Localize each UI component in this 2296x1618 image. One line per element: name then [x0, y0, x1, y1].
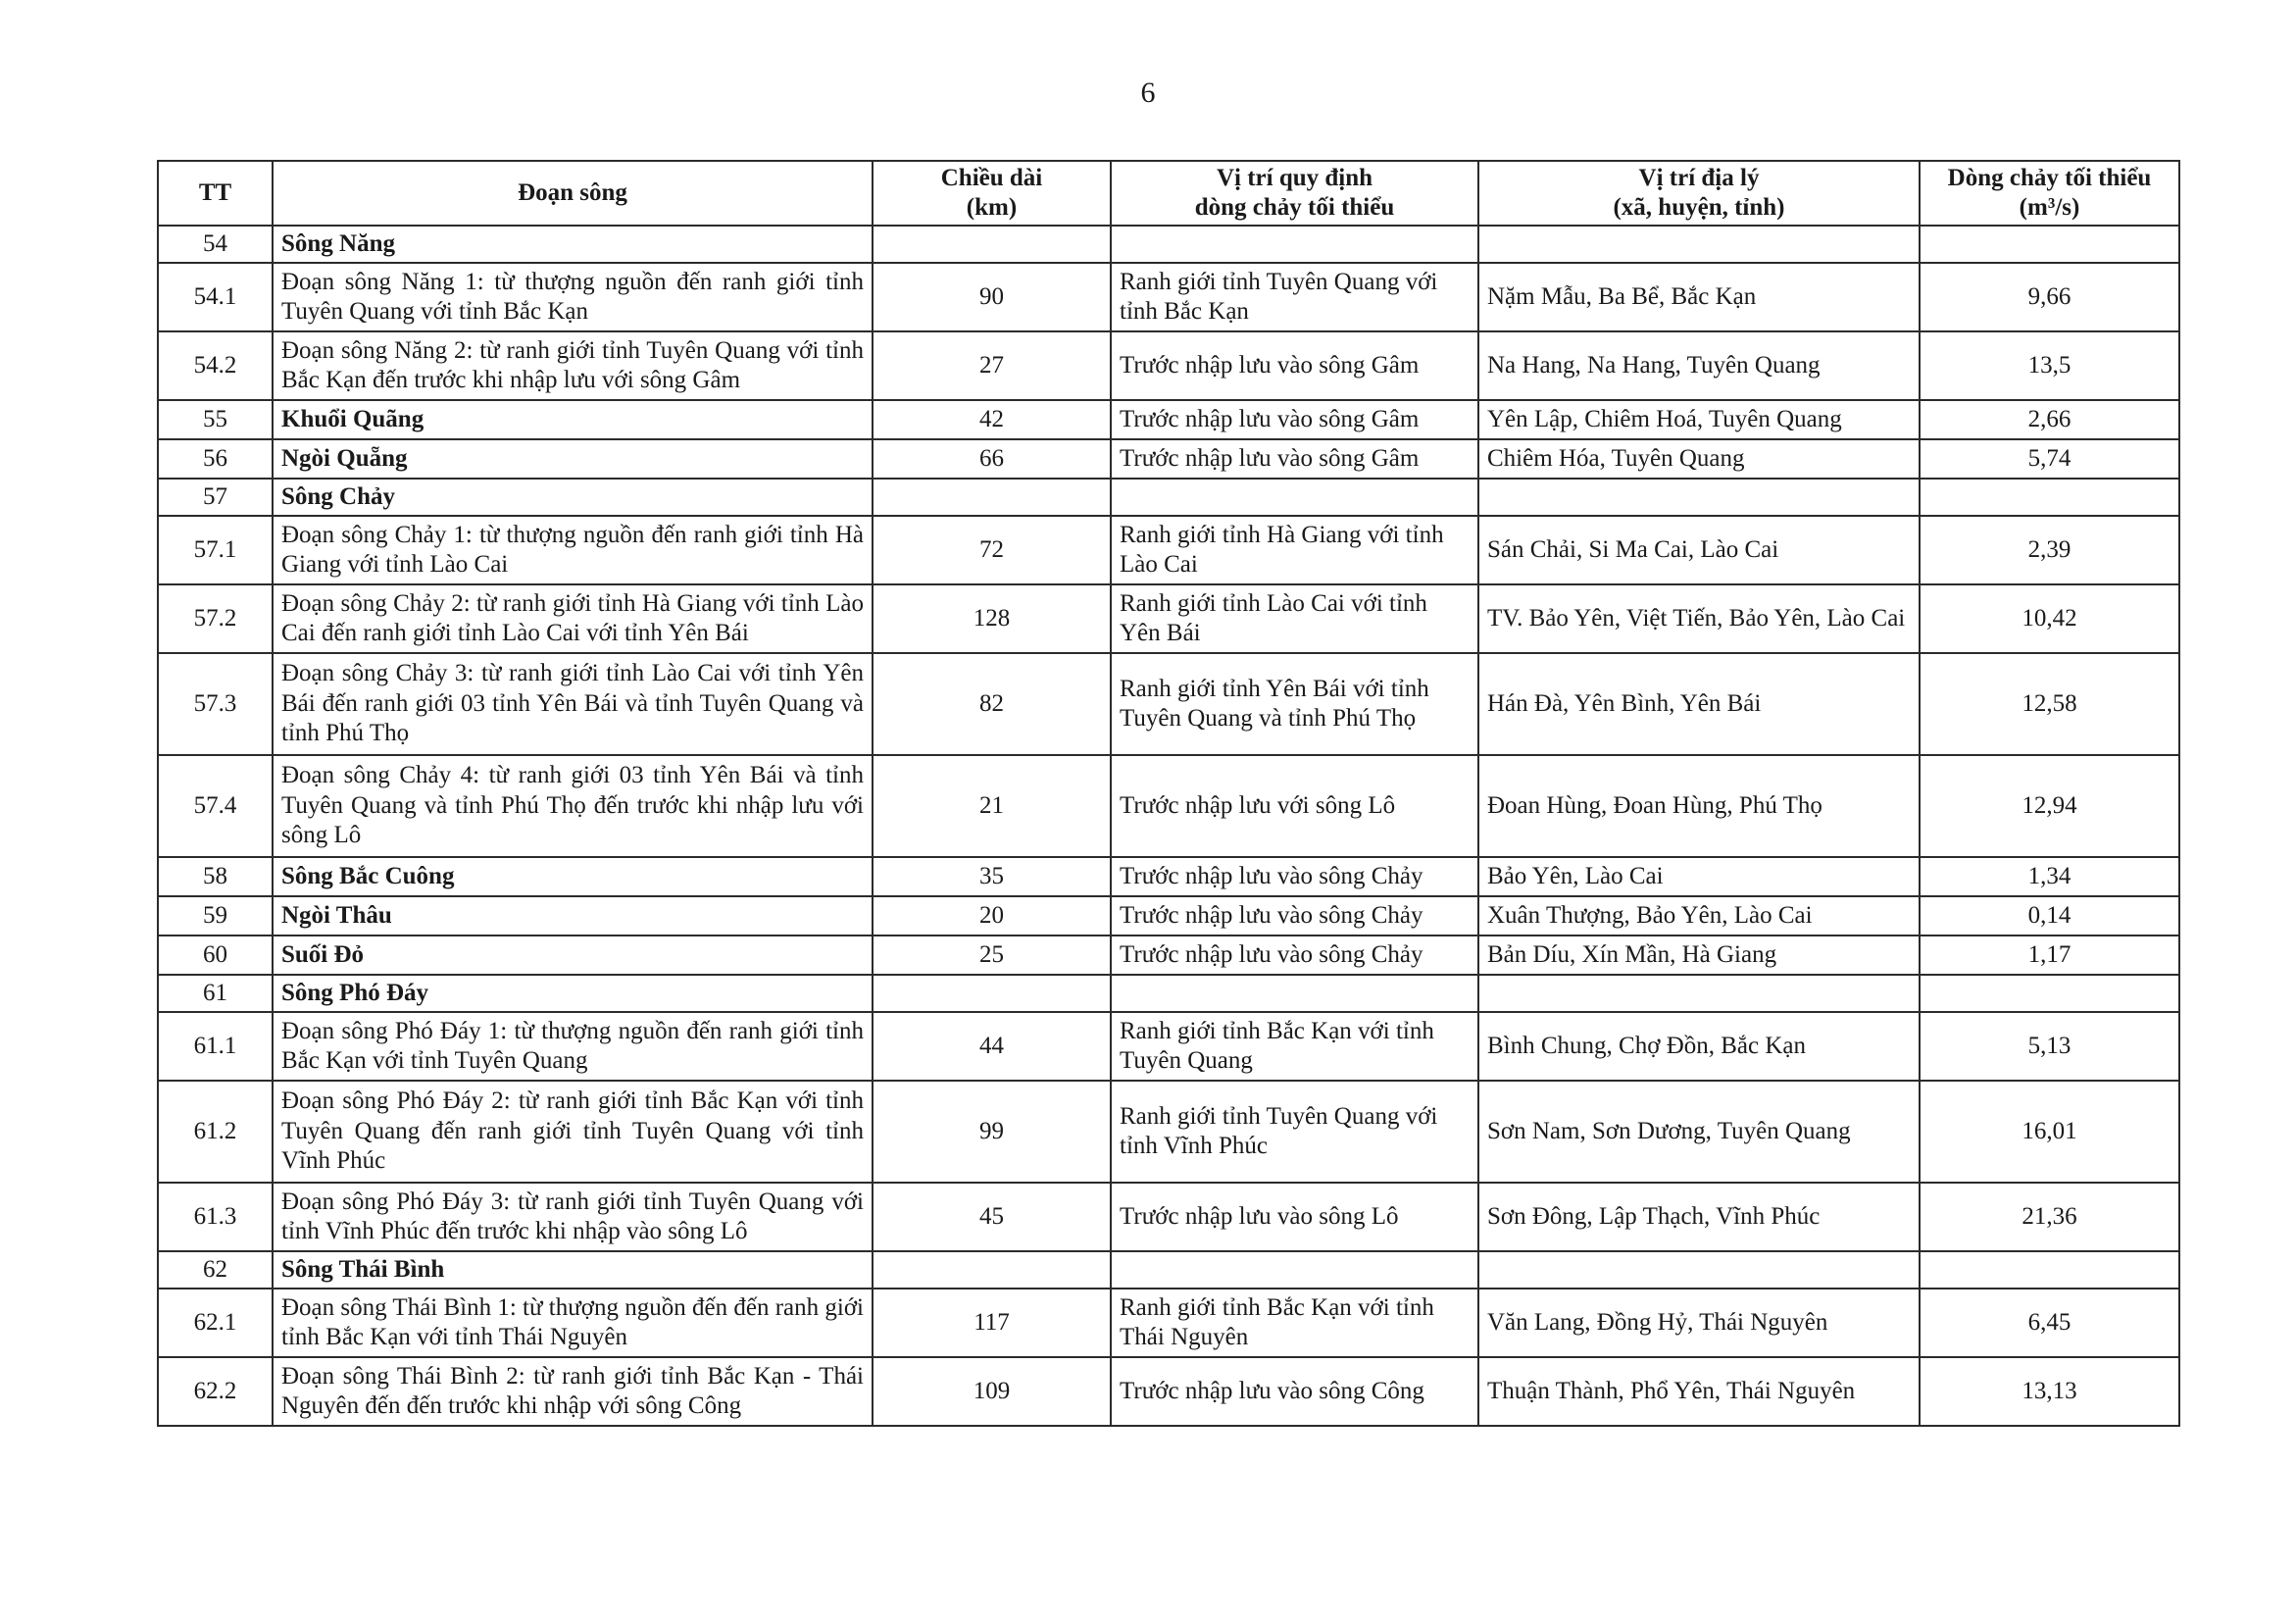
table-row [158, 935, 2179, 975]
cell-segment: Sông Chảy [273, 479, 873, 516]
cell-position [1111, 1251, 1478, 1289]
cell-length: 20 [873, 896, 1111, 935]
cell-length: 72 [873, 516, 1111, 584]
cell-position: Trước nhập lưu vào sông Chảy [1111, 857, 1478, 896]
cell-geo: Văn Lang, Đồng Hỷ, Thái Nguyên [1478, 1289, 1920, 1357]
table-row [158, 1289, 2179, 1357]
cell-geo: Xuân Thượng, Bảo Yên, Lào Cai [1478, 896, 1920, 935]
cell-geo: Nặm Mẫu, Ba Bể, Bắc Kạn [1478, 263, 1920, 331]
cell-tt: 62.2 [158, 1357, 273, 1426]
cell-length: 27 [873, 331, 1111, 400]
cell-position: Trước nhập lưu vào sông Chảy [1111, 935, 1478, 975]
table-row [158, 1357, 2179, 1426]
cell-flow: 2,39 [1920, 516, 2179, 584]
cell-segment: Đoạn sông Phó Đáy 3: từ ranh giới tỉnh Tuyên Quang với tỉnh Vĩnh Phúc đến trước khi nhập vào sông Lô [273, 1183, 873, 1251]
cell-length: 35 [873, 857, 1111, 896]
table-row [158, 584, 2179, 653]
cell-geo: Thuận Thành, Phổ Yên, Thái Nguyên [1478, 1357, 1920, 1426]
cell-tt: 58 [158, 857, 273, 896]
table-row [158, 479, 2179, 516]
cell-tt: 60 [158, 935, 273, 975]
cell-flow: 13,13 [1920, 1357, 2179, 1426]
cell-length: 99 [873, 1081, 1111, 1183]
cell-segment: Đoạn sông Chảy 2: từ ranh giới tỉnh Hà Giang với tỉnh Lào Cai đến ranh giới tỉnh Lào Cai với tỉnh Yên Bái [273, 584, 873, 653]
cell-flow: 9,66 [1920, 263, 2179, 331]
cell-segment: Sông Thái Bình [273, 1251, 873, 1289]
cell-tt: 61.2 [158, 1081, 273, 1183]
cell-segment: Đoạn sông Năng 1: từ thượng nguồn đến ranh giới tỉnh Tuyên Quang với tỉnh Bắc Kạn [273, 263, 873, 331]
cell-length: 117 [873, 1289, 1111, 1357]
minimum-flow-table [157, 160, 2180, 1427]
header-segment: Đoạn sông [273, 161, 873, 226]
cell-tt: 55 [158, 400, 273, 439]
table-row [158, 1081, 2179, 1183]
cell-flow: 2,66 [1920, 400, 2179, 439]
cell-tt: 59 [158, 896, 273, 935]
cell-position: Ranh giới tỉnh Tuyên Quang với tỉnh Bắc Kạn [1111, 263, 1478, 331]
cell-length [873, 479, 1111, 516]
cell-position [1111, 479, 1478, 516]
cell-length [873, 226, 1111, 263]
cell-geo: Yên Lập, Chiêm Hoá, Tuyên Quang [1478, 400, 1920, 439]
table-header-row [158, 161, 2179, 226]
table-row [158, 653, 2179, 755]
cell-flow: 21,36 [1920, 1183, 2179, 1251]
cell-tt: 57 [158, 479, 273, 516]
table-row [158, 516, 2179, 584]
cell-length [873, 975, 1111, 1012]
cell-length: 25 [873, 935, 1111, 975]
cell-geo: TV. Bảo Yên, Việt Tiến, Bảo Yên, Lào Cai [1478, 584, 1920, 653]
cell-tt: 57.4 [158, 755, 273, 857]
cell-position: Trước nhập lưu vào sông Gâm [1111, 331, 1478, 400]
cell-segment: Đoạn sông Phó Đáy 2: từ ranh giới tỉnh Bắc Kạn với tỉnh Tuyên Quang đến ranh giới tỉnh Tuyên Quang với tỉnh Vĩnh Phúc [273, 1081, 873, 1183]
cell-position: Trước nhập lưu với sông Lô [1111, 755, 1478, 857]
table-row [158, 263, 2179, 331]
table-row [158, 1251, 2179, 1289]
cell-geo: Hán Đà, Yên Bình, Yên Bái [1478, 653, 1920, 755]
cell-position: Ranh giới tỉnh Bắc Kạn với tỉnh Tuyên Quang [1111, 1012, 1478, 1081]
cell-flow: 12,58 [1920, 653, 2179, 755]
cell-segment: Đoạn sông Chảy 4: từ ranh giới 03 tỉnh Yên Bái và tỉnh Tuyên Quang và tỉnh Phú Thọ đến trước khi nhập lưu với sông Lô [273, 755, 873, 857]
table-row [158, 400, 2179, 439]
cell-tt: 57.2 [158, 584, 273, 653]
cell-flow: 1,34 [1920, 857, 2179, 896]
cell-segment: Đoạn sông Năng 2: từ ranh giới tỉnh Tuyên Quang với tỉnh Bắc Kạn đến trước khi nhập lưu với sông Gâm [273, 331, 873, 400]
cell-flow: 16,01 [1920, 1081, 2179, 1183]
cell-flow [1920, 226, 2179, 263]
table-row [158, 226, 2179, 263]
cell-position: Trước nhập lưu vào sông Công [1111, 1357, 1478, 1426]
table-row [158, 331, 2179, 400]
table-row [158, 1012, 2179, 1081]
cell-geo [1478, 975, 1920, 1012]
cell-tt: 54 [158, 226, 273, 263]
cell-flow: 13,5 [1920, 331, 2179, 400]
cell-flow: 12,94 [1920, 755, 2179, 857]
header-tt: TT [158, 161, 273, 226]
cell-segment: Sông Năng [273, 226, 873, 263]
cell-position: Trước nhập lưu vào sông Lô [1111, 1183, 1478, 1251]
cell-flow: 0,14 [1920, 896, 2179, 935]
cell-position: Trước nhập lưu vào sông Chảy [1111, 896, 1478, 935]
cell-position: Trước nhập lưu vào sông Gâm [1111, 400, 1478, 439]
cell-flow [1920, 975, 2179, 1012]
cell-tt: 54.1 [158, 263, 273, 331]
cell-segment: Đoạn sông Thái Bình 1: từ thượng nguồn đến đến ranh giới tỉnh Bắc Kạn với tỉnh Thái Nguyên [273, 1289, 873, 1357]
header-flow: Dòng chảy tối thiểu (m³/s) [1920, 161, 2179, 226]
cell-position: Ranh giới tỉnh Lào Cai với tỉnh Yên Bái [1111, 584, 1478, 653]
table-row [158, 1183, 2179, 1251]
cell-flow: 5,74 [1920, 439, 2179, 479]
cell-segment: Ngòi Quẵng [273, 439, 873, 479]
cell-geo: Sơn Đông, Lập Thạch, Vĩnh Phúc [1478, 1183, 1920, 1251]
table-row [158, 975, 2179, 1012]
cell-tt: 57.1 [158, 516, 273, 584]
cell-flow: 6,45 [1920, 1289, 2179, 1357]
cell-geo: Đoan Hùng, Đoan Hùng, Phú Thọ [1478, 755, 1920, 857]
cell-segment: Sông Bắc Cuông [273, 857, 873, 896]
cell-tt: 61.3 [158, 1183, 273, 1251]
table-row [158, 439, 2179, 479]
cell-length: 109 [873, 1357, 1111, 1426]
cell-geo: Bình Chung, Chợ Đồn, Bắc Kạn [1478, 1012, 1920, 1081]
cell-segment: Ngòi Thâu [273, 896, 873, 935]
cell-position: Trước nhập lưu vào sông Gâm [1111, 439, 1478, 479]
cell-position [1111, 226, 1478, 263]
cell-position: Ranh giới tỉnh Bắc Kạn với tỉnh Thái Nguyên [1111, 1289, 1478, 1357]
cell-segment: Đoạn sông Chảy 3: từ ranh giới tỉnh Lào Cai với tỉnh Yên Bái đến ranh giới 03 tỉnh Yên Bái và tỉnh Tuyên Quang và tỉnh Phú Thọ [273, 653, 873, 755]
cell-length: 82 [873, 653, 1111, 755]
table-row [158, 896, 2179, 935]
cell-length: 66 [873, 439, 1111, 479]
cell-tt: 62 [158, 1251, 273, 1289]
table-body [158, 226, 2179, 1426]
cell-position: Ranh giới tỉnh Tuyên Quang với tỉnh Vĩnh Phúc [1111, 1081, 1478, 1183]
cell-tt: 61.1 [158, 1012, 273, 1081]
cell-geo [1478, 1251, 1920, 1289]
cell-segment: Khuổi Quãng [273, 400, 873, 439]
cell-length: 42 [873, 400, 1111, 439]
cell-geo [1478, 226, 1920, 263]
page-number: 6 [1140, 76, 1156, 109]
cell-geo: Sơn Nam, Sơn Dương, Tuyên Quang [1478, 1081, 1920, 1183]
cell-tt: 57.3 [158, 653, 273, 755]
cell-tt: 54.2 [158, 331, 273, 400]
header-length: Chiều dài (km) [873, 161, 1111, 226]
cell-length: 128 [873, 584, 1111, 653]
cell-flow [1920, 479, 2179, 516]
cell-segment: Sông Phó Đáy [273, 975, 873, 1012]
cell-flow: 10,42 [1920, 584, 2179, 653]
cell-segment: Đoạn sông Phó Đáy 1: từ thượng nguồn đến ranh giới tỉnh Bắc Kạn với tỉnh Tuyên Quang [273, 1012, 873, 1081]
cell-position [1111, 975, 1478, 1012]
cell-segment: Suối Đỏ [273, 935, 873, 975]
cell-geo: Bản Díu, Xín Mần, Hà Giang [1478, 935, 1920, 975]
cell-tt: 62.1 [158, 1289, 273, 1357]
table-row [158, 857, 2179, 896]
cell-tt: 61 [158, 975, 273, 1012]
cell-geo: Na Hang, Na Hang, Tuyên Quang [1478, 331, 1920, 400]
table-row [158, 755, 2179, 857]
cell-length: 44 [873, 1012, 1111, 1081]
cell-geo: Chiêm Hóa, Tuyên Quang [1478, 439, 1920, 479]
cell-length: 21 [873, 755, 1111, 857]
cell-segment: Đoạn sông Chảy 1: từ thượng nguồn đến ranh giới tỉnh Hà Giang với tỉnh Lào Cai [273, 516, 873, 584]
cell-segment: Đoạn sông Thái Bình 2: từ ranh giới tỉnh Bắc Kạn - Thái Nguyên đến đến trước khi nhập với sông Công [273, 1357, 873, 1426]
cell-geo: Sán Chải, Si Ma Cai, Lào Cai [1478, 516, 1920, 584]
cell-flow: 5,13 [1920, 1012, 2179, 1081]
cell-position: Ranh giới tỉnh Yên Bái với tỉnh Tuyên Quang và tỉnh Phú Thọ [1111, 653, 1478, 755]
cell-geo [1478, 479, 1920, 516]
cell-position: Ranh giới tỉnh Hà Giang với tỉnh Lào Cai [1111, 516, 1478, 584]
cell-flow [1920, 1251, 2179, 1289]
cell-flow: 1,17 [1920, 935, 2179, 975]
cell-geo: Bảo Yên, Lào Cai [1478, 857, 1920, 896]
cell-tt: 56 [158, 439, 273, 479]
cell-length: 90 [873, 263, 1111, 331]
header-position: Vị trí quy định dòng chảy tối thiểu [1111, 161, 1478, 226]
cell-length [873, 1251, 1111, 1289]
header-geo: Vị trí địa lý (xã, huyện, tỉnh) [1478, 161, 1920, 226]
cell-length: 45 [873, 1183, 1111, 1251]
